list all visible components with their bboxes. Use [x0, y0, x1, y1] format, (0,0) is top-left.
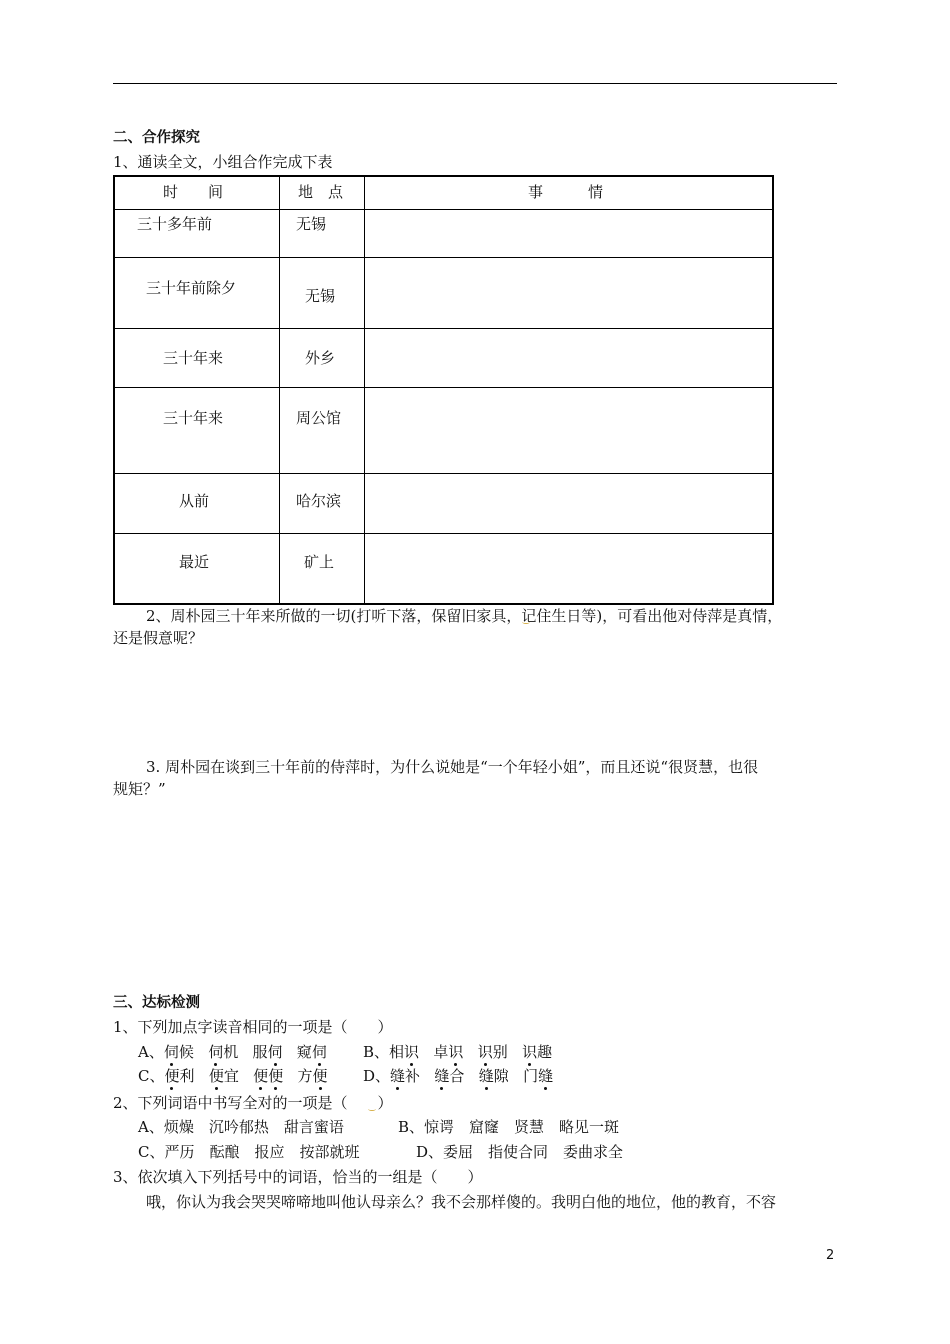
mc-q3-passage: 哦，你认为我会哭哭啼啼地叫他认母亲么？我不会那样傻的。我明白他的地位，他的教育，不容 [146, 1193, 777, 1211]
row-place: 无锡 [305, 286, 336, 305]
row-place: 无锡 [296, 214, 327, 233]
section2-heading: 二、合作探究 [113, 130, 200, 146]
table-row [114, 473, 773, 533]
mc-q1-option-b: B、相识 卓识 识别 识趣 [363, 1043, 553, 1061]
row-time: 三十多年前 [137, 214, 213, 233]
row-event [365, 257, 774, 328]
table-row [114, 387, 773, 473]
row-time: 三十年来 [163, 408, 224, 427]
row-event [365, 209, 774, 257]
spellcheck-mark [368, 1107, 376, 1111]
spellcheck-mark [522, 620, 530, 624]
row-time: 最近 [179, 552, 210, 571]
page-number: 2 [826, 1248, 835, 1263]
table-row [114, 209, 773, 257]
q2-line2: 还是假意呢？ [113, 629, 204, 647]
table-row [114, 533, 773, 604]
header-place: 地 点 [298, 183, 344, 201]
table-row [114, 328, 773, 387]
q1-text: 1、通读全文，小组合作完成下表 [113, 153, 333, 171]
mc-q2-option-c: C、严历 酝酿 报应 按部就班 [138, 1143, 360, 1161]
row-event [365, 387, 774, 473]
mc-q2: 2、下列词语中书写全对的一项是（ ） [113, 1094, 393, 1112]
table-row [114, 257, 773, 328]
row-time: 三十年前除夕 [146, 278, 237, 297]
mc-q1-option-c: C、便利 便宜 便便 方便 [138, 1067, 328, 1085]
row-place: 矿上 [304, 552, 335, 571]
section3-heading: 三、达标检测 [113, 995, 200, 1011]
header-time: 时 间 [163, 183, 224, 201]
mc-q1: 1、下列加点字读音相同的一项是（ ） [113, 1018, 393, 1036]
row-time: 从前 [179, 491, 210, 510]
header-event: 事 情 [528, 183, 604, 201]
q3-line2: 规矩？” [113, 780, 166, 798]
mc-q1-option-d: D、缝补 缝合 缝隙 门缝 [363, 1067, 554, 1085]
info-table [113, 175, 774, 605]
q3-line1: 3. 周朴园在谈到三十年前的侍萍时，为什么说她是“一个年轻小姐”，而且还说“很贤慧，也很 [146, 758, 759, 776]
header-rule [113, 83, 837, 84]
row-place: 哈尔滨 [296, 491, 342, 510]
table-header-row [114, 176, 773, 209]
q2-line1: 2、周朴园三十年来所做的一切(打听下落，保留旧家具，记住生日等)，可看出他对侍萍是真情， [146, 607, 783, 625]
row-place: 周公馆 [296, 408, 342, 427]
mc-q1-option-a: A、伺候 伺机 服伺 窥伺 [138, 1043, 327, 1061]
row-event [365, 328, 774, 387]
mc-q2-option-b: B、惊谔 窟窿 贤慧 略见一斑 [398, 1118, 620, 1136]
row-place: 外乡 [305, 348, 336, 367]
row-event [365, 533, 774, 604]
mc-q2-option-d: D、委屈 指使合同 委曲求全 [416, 1143, 624, 1161]
mc-q2-option-a: A、烦燥 沉吟郁热 甜言蜜语 [138, 1118, 344, 1136]
row-time: 三十年来 [163, 348, 224, 367]
mc-q3: 3、依次填入下列括号中的词语，恰当的一组是（ ） [113, 1168, 483, 1186]
row-event [365, 473, 774, 533]
